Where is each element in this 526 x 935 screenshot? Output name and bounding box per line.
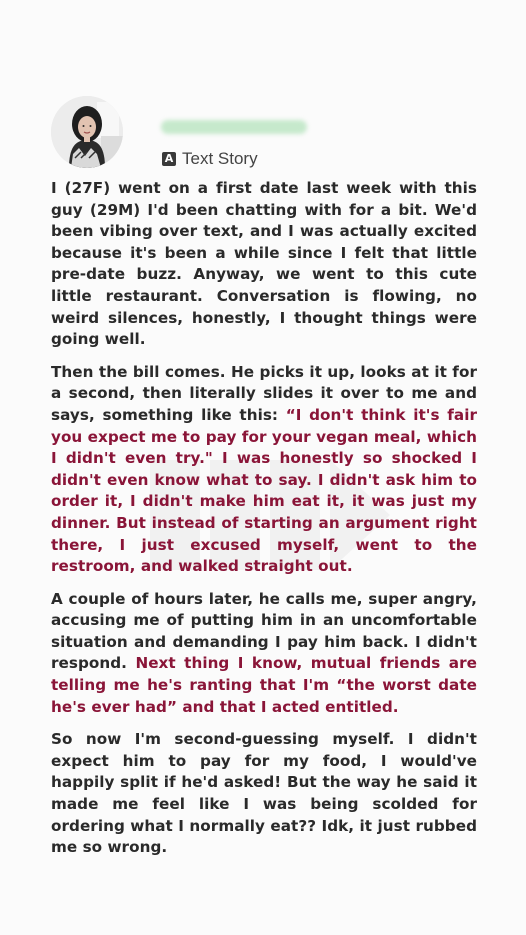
story-paragraph	[51, 362, 477, 578]
story-highlight-text: Next thing I know, mutual friends are telling me he's ranting that I'm “the worst date he's ever had” and that I acted entitled.	[51, 654, 477, 716]
author-name-blurred	[161, 120, 307, 134]
avatar[interactable]	[51, 96, 123, 168]
story-paragraph	[51, 589, 477, 719]
post-header	[51, 96, 471, 170]
story-text: So now I'm second-guessing myself. I didn't expect him to pay for my food, I would've happily split if he'd asked! But the way he said it made me feel like I was being scolded for ordering what I normally eat?? Idk, it just rubbed me so wrong.	[51, 730, 477, 857]
story-text: I (27F) went on a first date last week with this guy (29M) I'd been chatting with for a bit. We'd been vibing over text, and I was actually excited because it's been a while since I felt that little pre-date buzz. Anyway, we went to this cute little restaurant. Conversation is flowing, no weird silences, honestly, I thought things were going well.	[51, 179, 477, 349]
story-body	[51, 178, 477, 870]
avatar-image	[51, 96, 123, 168]
text-story-icon: A	[162, 152, 176, 166]
story-paragraph	[51, 729, 477, 859]
story-highlight-text: “I don't think it's fair you expect me to pay for your vegan meal, which I didn't even try." I was honestly so shocked I didn't even know what to say. I didn't ask him to order it, I didn't make him eat it, it was just my dinner. But instead of starting an argument right there, I just excused myself, went to the restroom, and walked straight out.	[51, 405, 477, 576]
story-text: Then the bill comes. He picks it up, looks at it for a second, then literally slides it over to me and says, something like this:	[51, 362, 477, 424]
story-type-label: Text Story	[182, 149, 258, 168]
story-type-tag	[162, 148, 258, 170]
story-text: A couple of hours later, he calls me, super angry, accusing me of putting him in an uncomfortable situation and demanding I pay him back. I didn't respond.	[51, 589, 477, 673]
story-paragraph	[51, 178, 477, 351]
